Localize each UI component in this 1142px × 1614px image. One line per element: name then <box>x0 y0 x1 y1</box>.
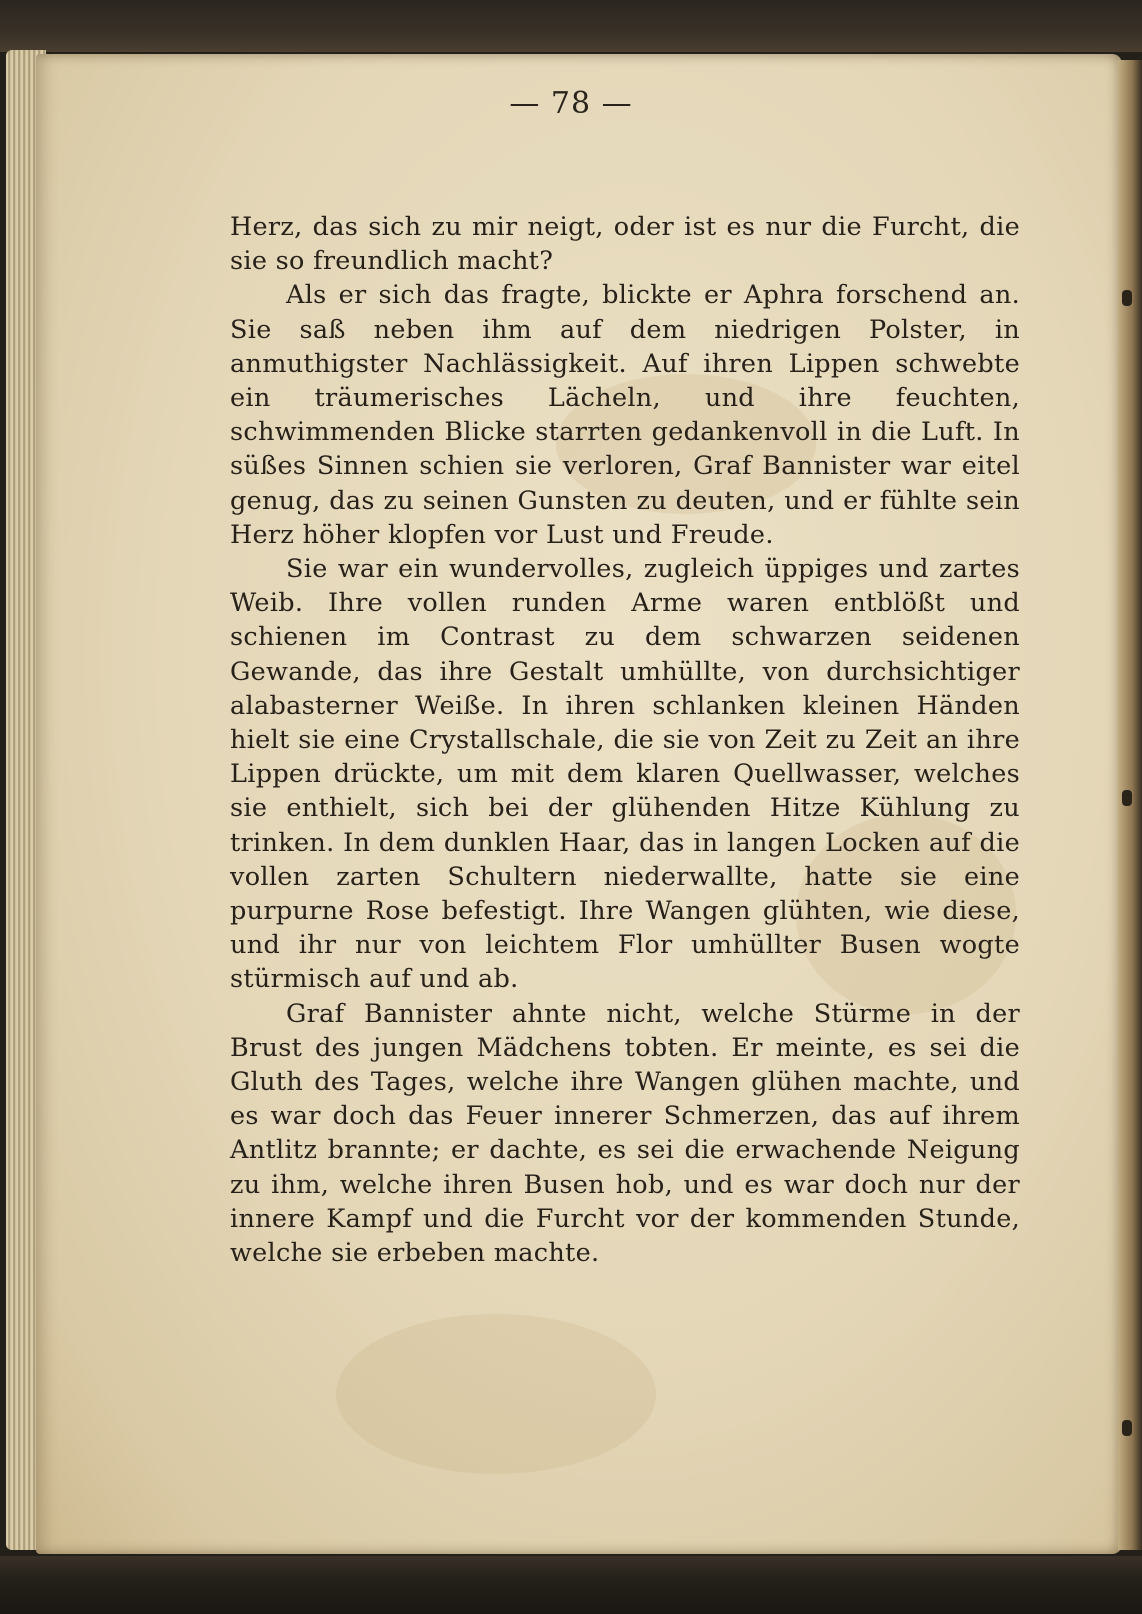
book-cover-bottom-edge <box>0 1556 1142 1614</box>
paper-stain <box>336 1314 656 1474</box>
binding-mark <box>1122 1420 1132 1436</box>
paragraph: Graf Bannister ahnte nicht, welche Stürme in der Brust des jungen Mädchens tobten. Er meinte, es sei die Gluth des Tages, welche ihre Wangen glühen machte, und es war doch das Feuer innerer Schmerzen, das auf ihrem Antlitz brannte; er dachte, es sei die erwachende Neigung zu ihm, welche ihren Busen hob, und es war doch nur der innere Kampf und die Furcht vor der kommenden Stunde, welche sie erbeben machte. <box>230 998 1020 1269</box>
binding-mark <box>1122 290 1132 306</box>
body-text <box>230 210 1020 1270</box>
paragraph: Sie war ein wundervolles, zugleich üppiges und zartes Weib. Ihre vollen runden Arme waren entblößt und schienen im Contrast zu dem schwarzen seidenen Gewande, das ihre Gestalt umhüllte, von durchsichtiger alabasterner Weiße. In ihren schlanken kleinen Händen hielt sie eine Crystallschale, die sie von Zeit zu Zeit an ihre Lippen drückte, um mit dem klaren Quellwasser, welches sie enthielt, sich bei der glühenden Hitze Kühlung zu trinken. In dem dunklen Haar, das in langen Locken auf die vollen zarten Schultern niederwallte, hatte sie eine purpurne Rose befestigt. Ihre Wangen glühten, wie diese, und ihr nur von leichtem Flor umhüllter Busen wogte stürmisch auf und ab. <box>230 554 1020 995</box>
page-number: — 78 — <box>509 86 633 121</box>
binding-mark <box>1122 790 1132 806</box>
paragraph: Herz, das sich zu mir neigt, oder ist es nur die Furcht, die sie so freundlich macht? <box>230 212 1020 277</box>
paragraph: Als er sich das fragte, blickte er Aphra forschend an. Sie saß neben ihm auf dem niedrigen Polster, in anmuthigster Nachlässigkeit. Auf ihren Lippen schwebte ein träumerisches Lächeln, und ihre feuchten, schwimmenden Blicke starrten gedankenvoll in die Luft. In süßes Sinnen schien sie verloren, Graf Bannister war eitel genug, das zu seinen Gunsten zu deuten, und er fühlte sein Herz höher klopfen vor Lust und Freude. <box>230 280 1020 550</box>
book-cover-top-edge <box>0 0 1142 52</box>
page-right-edge <box>1118 60 1142 1550</box>
